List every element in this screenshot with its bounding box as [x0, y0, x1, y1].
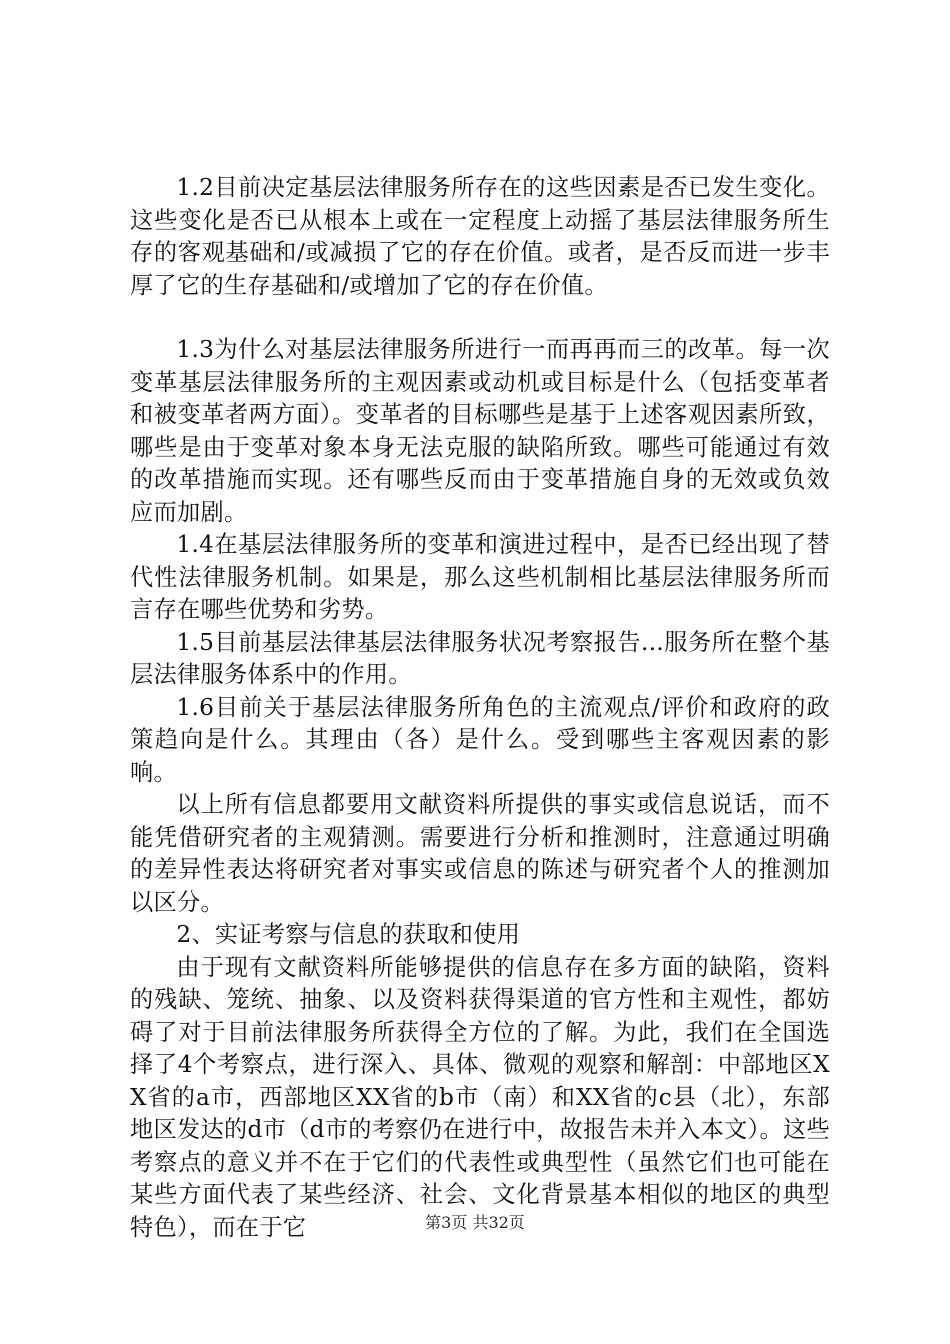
paragraph-field-study: 由于现有文献资料所能够提供的信息存在多方面的缺陷，资料的残缺、笼统、抽象、以及资料获得渠道的官方性和主观性，都妨碍了对于目前法律服务所获得全方位的了解。为此，我们在全国选择了4个考察点，进行深入、具体、微观的观察和解剖：中部地区XX省的a市，西部地区XX省的b市（南）和XX省的c县（北），东部地区发达的d市（d市的考察仍在进行中，故报告未并入本文）。这些考察点的意义并不在于它们的代表性或典型性（虽然它们也可能在某些方面代表了某些经济、社会、文化背景基本相似的地区的典型特色），而在于它: [130, 953, 830, 1241]
paragraph-1-3: 1.3为什么对基层法律服务所进行一而再再而三的改革。每一次变革基层法律服务所的主观因素或动机或目标是什么（包括变革者和被变革者两方面）。变革者的目标哪些是基于上述客观因素所致，哪些是由于变革对象本身无法克服的缺陷所致。哪些可能通过有效的改革措施而实现。还有哪些反而由于变革措施自身的无效或负效应而加剧。: [130, 336, 830, 526]
paragraph-1-2: 1.2目前决定基层法律服务所存在的这些因素是否已发生变化。这些变化是否已从根本上或在一定程度上动摇了基层法律服务所生存的客观基础和/或减损了它的存在价值。或者，是否反而进一步丰厚了它的生存基础和/或增加了它的存在价值。: [130, 174, 830, 299]
section-heading-2: 2、实证考察与信息的获取和使用: [176, 921, 521, 948]
paragraph-1-6: 1.6目前关于基层法律服务所角色的主流观点/评价和政府的政策趋向是什么。其理由（各）是什么。受到哪些主客观因素的影响。: [130, 693, 830, 786]
page-number-footer: 第3页 共32页: [425, 1213, 525, 1232]
paragraph-1-5: 1.5目前基层法律基层法律服务状况考察报告...服务所在整个基层法律服务体系中的作用。: [130, 628, 830, 688]
paragraph-spacer: [130, 302, 830, 334]
paragraph-1-4: 1.4在基层法律服务所的变革和演进过程中，是否已经出现了替代性法律服务机制。如果是，那么这些机制相比基层法律服务所而言存在哪些优势和劣势。: [130, 531, 830, 623]
document-body: [130, 172, 830, 1244]
paragraph-summary: 以上所有信息都要用文献资料所提供的事实或信息说话，而不能凭借研究者的主观猜测。需要进行分析和推测时，注意通过明确的差异性表达将研究者对事实或信息的陈述与研究者个人的推测加以区分。: [130, 791, 830, 916]
